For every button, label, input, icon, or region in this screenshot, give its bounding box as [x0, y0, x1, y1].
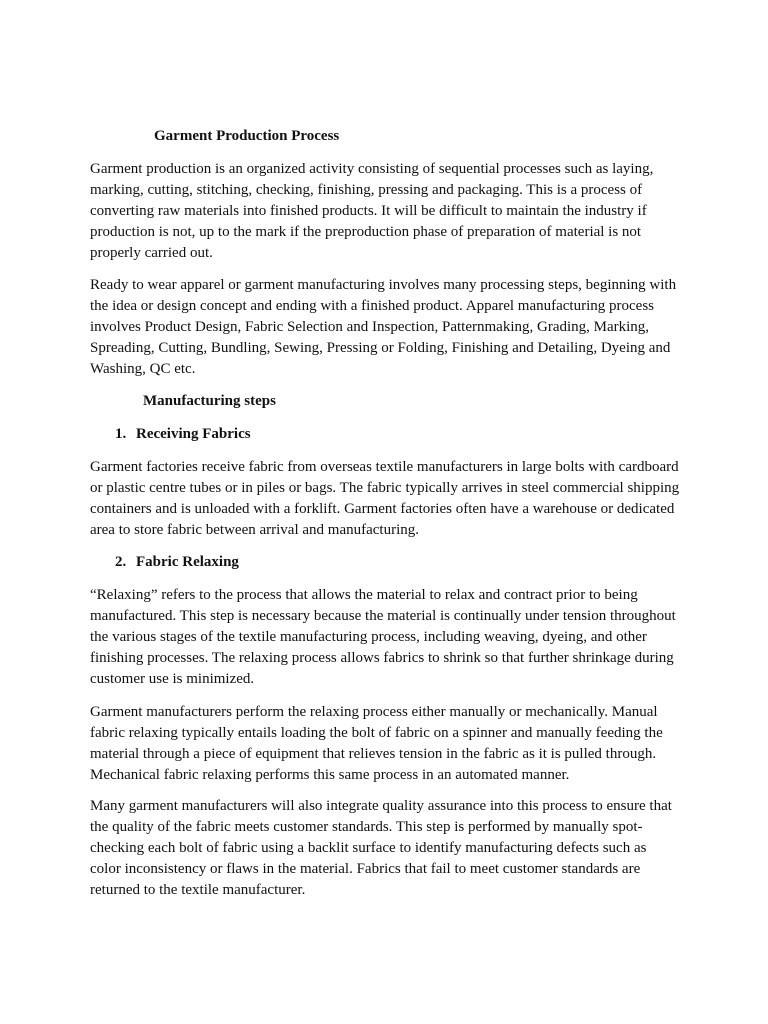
step-title: Fabric Relaxing: [136, 554, 239, 570]
step-title: Receiving Fabrics: [136, 426, 251, 442]
step-heading-receiving-fabrics: [115, 424, 705, 445]
section-heading-manufacturing-steps: Manufacturing steps: [143, 393, 276, 409]
step-2-paragraph-3: Many garment manufacturers will also integrate quality assurance into this process to ensure that the quality of the fabric meets customer standards. This step is performed by manually spot-checking each bolt of fabric using a backlit surface to identify manufacturing defects such as color inconsistency or flaws in the material. Fabrics that fail to meet customer standards are returned to the textile manufacturer.: [90, 798, 672, 898]
step-heading-fabric-relaxing: [115, 552, 705, 573]
step-number: 1.: [115, 426, 127, 442]
step-2-paragraph-1: “Relaxing” refers to the process that allows the material to relax and contract prior to being manufactured. This step is necessary because the material is continually under tension throughout the various stages of the textile manufacturing process, including weaving, dyeing, and other finishing processes. The relaxing process allows fabrics to shrink so that further shrinkage during customer use is minimized.: [90, 587, 676, 687]
intro-paragraph-2: Ready to wear apparel or garment manufacturing involves many processing steps, beginning with the idea or design concept and ending with a finished product. Apparel manufacturing process involves Product Design, Fabric Selection and Inspection, Patternmaking, Grading, Marking, Spreading, Cutting, Bundling, Sewing, Pressing or Folding, Finishing and Detailing, Dyeing and Washing, QC etc.: [90, 277, 677, 377]
intro-paragraph-1: Garment production is an organized activity consisting of sequential processes such as laying, marking, cutting, stitching, checking, finishing, pressing and packaging. This is a process of converting raw materials into finished products. It will be difficult to maintain the industry if production is not, up to the mark if the preproduction phase of preparation of material is not properly carried out.: [90, 161, 654, 261]
step-2-paragraph-2: Garment manufacturers perform the relaxing process either manually or mechanically. Manual fabric relaxing typically entails loading the bolt of fabric on a spinner and manually feeding the material through a piece of equipment that relieves tension in the fabric as it is pulled through. Mechanical fabric relaxing performs this same process in an automated manner.: [90, 704, 663, 783]
document-title: Garment Production Process: [154, 128, 340, 144]
step-1-paragraph-1: Garment factories receive fabric from overseas textile manufacturers in large bolts with cardboard or plastic centre tubes or in piles or bags. The fabric typically arrives in steel commercial shipping containers and is unloaded with a forklift. Garment factories often have a warehouse or dedicated area to store fabric between arrival and manufacturing.: [90, 459, 680, 538]
step-number: 2.: [115, 554, 127, 570]
